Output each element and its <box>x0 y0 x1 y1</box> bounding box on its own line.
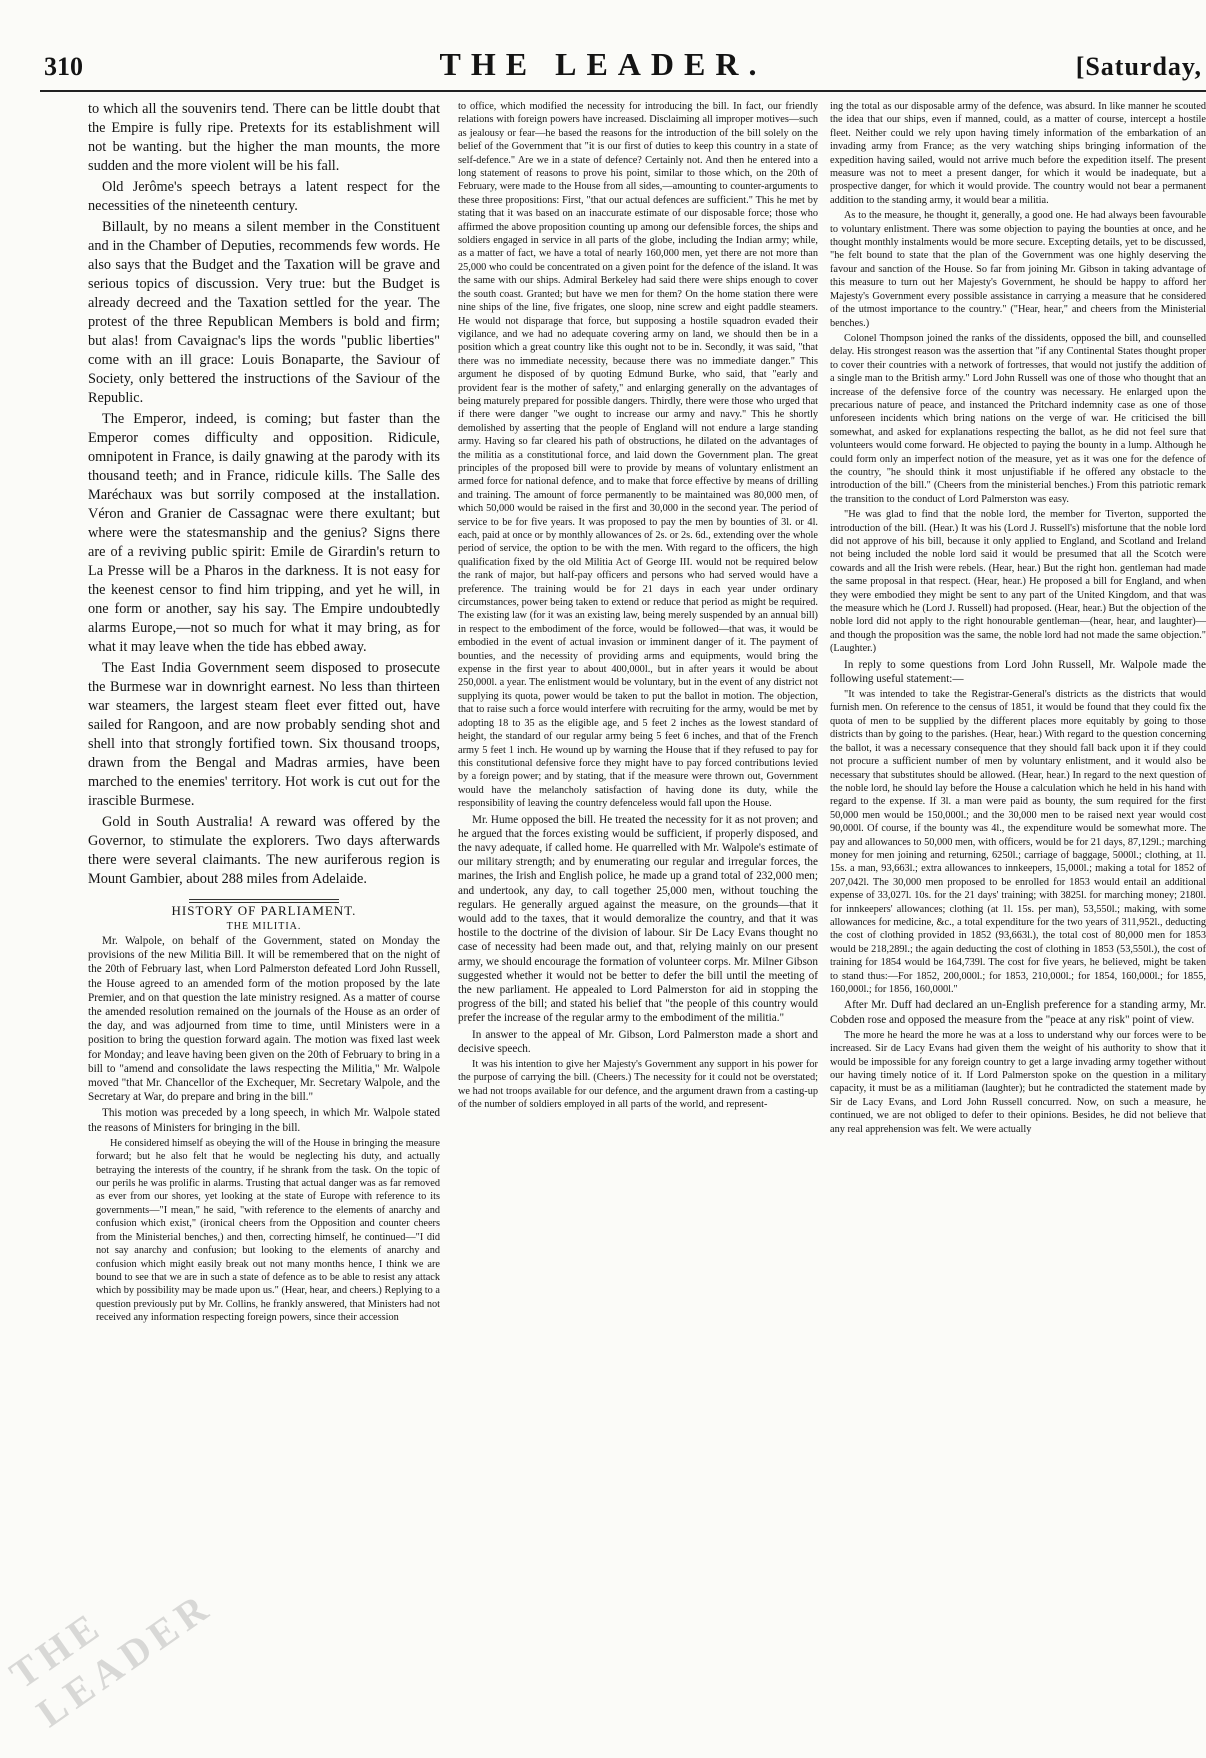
masthead <box>0 0 1206 88</box>
article-paragraph: Colonel Thompson joined the ranks of the dissidents, opposed the bill, and counselled delay. His strongest reason was the assertion that "if any Continental States thought proper to cover their countries with a network of fortresses, that would not justify the addition of a single man to the British army." Lord John Russell was one of those who thought that an increase of the defensive force of the country was necessary. He enlarged upon the precarious nature of peace, and instanced the Pritchard indemnity case as one of those unforeseen incidents which bring nations on the verge of war. He criticised the bill somewhat, and asked for explanations respecting the ballot, as he did not feel sure that volunteers would come forward. He objected to paying the bounty in a lump. Although he could form only an imperfect notion of the measure, yet as it was one for the defence of the country, "he should think it most unjustifiable if he offered any obstacle to the introduction of the bill." (Cheers from the ministerial benches.) From this patriotic remark the transition to the conduct of Lord Palmerston was easy. <box>830 332 1206 505</box>
parliament-paragraph: This motion was preceded by a long speech, in which Mr. Walpole stated the reasons of Ministers for bringing in the bill. <box>88 1107 440 1134</box>
article-paragraph: Gold in South Australia! A reward was offered by the Governor, to stimulate the explorers. Two days afterwards there were several claimants. The new auriferous region is Mount Gambier, about 288 miles from Adelaide. <box>88 814 440 887</box>
article-paragraph: It was his intention to give her Majesty's Government any support in his power for the purpose of carrying the bill. (Cheers.) The necessity for it could not be overstated; we had not troops available for our defence, and the argument drawn from a casting-up of the number of soldiers employed in all parts of the world, and represent- <box>458 1058 818 1111</box>
article-paragraph: In reply to some questions from Lord John Russell, Mr. Walpole made the following useful statement:— <box>830 658 1206 685</box>
article-paragraph: "It was intended to take the Registrar-General's districts as the districts that would furnish men. On reference to the census of 1851, it would be found that they could fix the quota of men to be supplied by the different places more equitably by going to those districts than by going to the parishes. (Hear, hear.) With regard to the question concerning the ballot, it was a necessary consequence that they should fall back upon it if they could not procure a sufficient number of men by voluntary enlistment, and it would also be necessary that substitutes should be allowed. (Hear, hear.) In regard to the next question of the noble lord, he should lay before the House a calculation which he held in his hand with regard to the expense. If 3l. a man were paid as bounty, the sum required for the first 50,000 men would be 150,000l.; and the 30,000 men to be raised next year would cost 90,000l. Of course, if the bounty was 4l., the expenditure would be somewhat more. The pay and allowances to 50,000 men, with officers, would be for 21 days, 87,129l.; marching money for men joining and returning, 6250l.; carriage of baggage, 5000l.; clothing, at 1l. 15s. a man, 93,663l.; extra allowances to innkeepers, 15,000l.; making a total for 1852 of 207,042l. The 30,000 men proposed to be enrolled for 1853 would entail an additional expense of 33,027l. 10s. for the 21 days' training; with 3825l. for marching money; 2180l. for innkeepers' allowances; clothing (at 1l. 15s. per man), 53,550l.; making, with some allowances for medicine, &c., a total expenditure for the two years of 311,952l., deducting the cost of clothing provided in 1852 (93,663l.), the total cost of 80,000 men for 1853 would be 218,289l.; the again deducting the cost of clothing in 1853 (53,550l.), the cost of training for 1854 would be 164,739l. The cost for five years, he believed, might be taken to stand thus:—For 1852, 200,000l.; for 1853, 210,000l.; for 1854, 160,000l.; for 1855, 160,000l.; for 1856, 160,000l." <box>830 689 1206 995</box>
column-1 <box>88 100 440 1640</box>
article-paragraph: to which all the souvenirs tend. There can be little doubt that the Empire is fully ripe. Pretexts for its establishment will not be wanting. but the higher the man mounts, the more sudden and the more violent will be his fall. <box>88 101 440 174</box>
library-stamp-watermark: THE LEADER <box>1 1582 221 1736</box>
masthead-rule <box>40 90 1206 92</box>
parliament-paragraph: He considered himself as obeying the will of the House in bringing the measure forward; but he also felt that he would be neglecting his duty, and actually betraying the interests of the country, if he shrank from the task. On the topic of our perils he was prolific in alarms. Trusting that actual danger was as far removed as ever from our shores, yet looking at the state of Europe with reference to its governments—"I mean," he said, "with reference to the elements of anarchy and confusion which exist," (ironical cheers from the Opposition and counter cheers from the Ministerial benches,) and then, correcting himself, he continued—"I did not say anarchy and confusion; but looking to the elements of anarchy and confusion which might easily break out not many months hence, I think we are bound to see that we are in such a state of defence as to be able to resist any attack which by possibility may be made upon us." (Hear, hear, and cheers.) Replying to a question previously put by Mr. Collins, he frankly answered, that Ministers had not received any information respecting foreign powers, since their accession <box>96 1137 440 1324</box>
article-paragraph: Mr. Hume opposed the bill. He treated the necessity for it as not proven; and he argued that the forces existing would be sufficient, if properly disposed, and the navy adequate, if called home. He quarrelled with Mr. Walpole's estimate of our military strength; and by enumerating our regular and irregular forces, the marines, the Irish and English police, he made up a grand total of 232,000 men; and undertook, any day, to call together 25,000 men, without touching the regulars. He generally argued against the measure, on the grounds—that it would add to the taxes, that it would demoralize the country, and that it was hostile to the doctrine of the division of labour. Sir De Lacy Evans thought no case of necessity had been made out, and that, relying mainly on our present army, we should encourage the formation of volunteer corps. Mr. Milner Gibson suggested whether it would not be better to defer the bill until the meeting of the new parliament. He appealed to Lord Palmerston for aid in stopping the progress of the bill; and stated his belief that "the people of this country would prefer the increase of the regular army to the embodiment of the militia." <box>458 813 818 1025</box>
article-paragraph: ing the total as our disposable army of the defence, was absurd. In like manner he scouted the idea that our ships, even if manned, could, as a matter of course, intercept a hostile fleet. Neither could we rely upon having timely information of the embarkation of an invading army from France; as the very watching ships bringing information of the expedition having sailed, would not arrive much before the expedition itself. The present measure was not to meet a present danger, for which it would be inadequate, but a prospective danger, for which it would provide. The country would not bear a permanent addition to the standing army, it would bear a militia. <box>830 101 1206 206</box>
article-paragraph: Old Jerôme's speech betrays a latent respect for the necessities of the nineteenth century. <box>88 179 440 214</box>
parliament-paragraph: Mr. Walpole, on behalf of the Government, stated on Monday the provisions of the new Militia Bill. It will be remembered that on the night of the 20th of February last, when Lord Palmerston defeated Lord John Russell, the House agreed to an amended form of the motion proposed by the late Premier, and on that question the late ministry resigned. As a matter of course the amended resolution remained on the journals of the House as an order of the day, and was adjourned from time to time, until Ministers were in a position to bring the question forward again. The motion was fixed last week for Monday; and leave having been given on the 20th of February to bring in a bill to "amend and consolidate the laws respecting the Militia," Mr. Walpole moved "that Mr. Chancellor of the Exchequer, Mr. Secretary Walpole, and the Secretary at War, do prepare and bring in the bill." <box>88 935 440 1104</box>
article-paragraph: The Emperor, indeed, is coming; but faster than the Emperor comes difficulty and opposition. Ridicule, omnipotent in France, is daily gnawing at the parody with its thousand teeth; and in France, ridicule kills. The Salle des Maréchaux was but sorrily composed at the installation. Véron and Granier de Cassagnac were there exultant; but where were the statesmanship and the genius? Signs there are of a reviving public spirit: Emile de Girardin's return to La Presse will be a Pharos in the darkness. It is not easy for the keenest censor to find him tripping, and yet he will, in one form or another, say his say. The Empire undoubtedly alarms Europe,—not so much for what it may bring, as for what it may leave when the tide has ebbed away. <box>88 411 440 655</box>
article-paragraph: Billault, by no means a silent member in the Constituent and in the Chamber of Deputies, recommends few words. He also says that the Budget and the Taxation will be grave and serious topics of discussion. Very true: but the Budget is already decreed and the Taxation settled for the year. The protest of the three Republican Members is bold and firm; but alas! from Cavaignac's lips the words "public liberties" come with an ill grace: Louis Bonaparte, the Saviour of Society, only bettered the instructions of the Saviour of the Republic. <box>88 219 440 406</box>
section-heading: HISTORY OF PARLIAMENT. <box>171 903 357 918</box>
article-paragraph: The East India Government seem disposed to prosecute the Burmese war in downright earnest. No less than thirteen war steamers, the largest steam fleet ever fitted out, have sailed for Rangoon, and are now probably sending shot and shell into that strongly fortified town. Six thousand troops, drawn from the Bengal and Madras armies, have been marched to the enemies' territory. Hot work is cut out for the irascible Burmese. <box>88 660 440 809</box>
column-2 <box>458 100 818 1600</box>
issue-day: [Saturday, <box>1075 52 1202 81</box>
page-number: 310 <box>44 52 83 81</box>
article-paragraph: After Mr. Duff had declared an un-English preference for a standing army, Mr. Cobden rose and opposed the measure from the "peace at any risk" point of view. <box>830 999 1206 1026</box>
article-paragraph: "He was glad to find that the noble lord, the member for Tiverton, supported the introduction of the bill. (Hear.) It was his (Lord J. Russell's) misfortune that the noble lord did not approve of his bill, because it only applied to England, and Scotland and Ireland not being included the noble lord said it would be presumed that all the Scotch were cowards and all the Irish were rebels. (Hear, hear.) But the right hon. gentleman had made the same proposal in that respect. (Hear, hear.) He proposed a bill for England, and when they were embodied they might be sent to any part of the United Kingdom, and that was the measure which he (Lord J. Russell) had proposed. (Hear, hear.) But the objection of the noble lord did not apply to the right honourable gentleman—(hear, hear, and laughter)—and though the proposition was the same, the noble lord had not made the same objection." (Laughter.) <box>830 509 1206 655</box>
newspaper-title: THE LEADER. <box>439 46 767 82</box>
article-paragraph: In answer to the appeal of Mr. Gibson, Lord Palmerston made a short and decisive speech. <box>458 1028 818 1055</box>
column-3 <box>830 100 1206 1610</box>
article-paragraph: As to the measure, he thought it, generally, a good one. He had always been favourable to voluntary enlistment. There was some objection to paying the bounties at once, and he thought monthly instalments would be more secure. Excepting details, yet to be discussed, "he felt bound to state that the plan of the Government was one highly deserving the favour and sanction of the House. So far from joining Mr. Gibson in taking advantage of this measure to turn out her Majesty's Government, he should be happy to afford her Majesty's Government every possible assistance in carrying a measure that he considered of the utmost importance to the country." ("Hear, hear," and cheers from the Ministerial benches.) <box>830 210 1206 329</box>
article-paragraph: The more he heard the more he was at a loss to understand why our forces were to be increased. Sir de Lacy Evans had given them the weight of his authority to show that it would be impossible for any foreign country to get a large invading army together without our having timely notice of it. If Lord Palmerston spoke on the question in a military capacity, it must be as a militiaman (laughter); but he contradicted the statement made by Sir de Lacy Evans, and Lord John Russell concurred. Now, on such a measure, he continued, we are not obliged to defer to their opinions. Besides, he did not believe that any real apprehension was felt. We were actually <box>830 1029 1206 1135</box>
section-subheading: THE MILITIA. <box>226 921 302 932</box>
article-paragraph: to office, which modified the necessity for introducing the bill. In fact, our friendly relations with foreign powers have increased. Disclaiming all improper motives—such as jealousy or fear—he based the reasons for the introduction of the bill solely on the belief of the Government that "it is our first of duties to keep this country in a state of self-defence." Are we in a state of defence? Certainly not. And then he entered into a long statement of reasons to prove his point, similar to those which, on the 20th of February, were made to the House from all sides,—amounting to counter-arguments to these three propositions: First, "that our actual defences are sufficient." This he met by stating that it was based on an inaccurate estimate of our disposable force; those who affirmed the above proposition counting up among our defensible forces, the ships and soldiers engaged in service in all parts of the globe, including the Indian army; while, as a matter of fact, we have a total of nearly 160,000 men, yet there are not more than 25,000 who could be concentrated on a given point for the defence of the island. It was the same with our ships. Admiral Berkeley had said there were ships enough to cover the south coast. Granted; but have we men for them? On the home station there were nine ships of the line, five frigates, one sloop, nine screw and eight paddle steamers. He would not disparage that force, but supposing a hostile squadron evaded their vigilance, and we had no adequate covering army on land, we should then be in a position which a great country like this ought not to be in. Secondly, it was said, "that there was no immediate necessity, because there was no immediate danger." This argument he disposed of by quoting Edmund Burke, who said, that "early and provident fear is the mother of safety," and enlarging generally on the advantages of being maturely prepared for possible dangers. Thirdly, there were those who urged that if there were danger "we ought to increase our army and navy." This he shortly demolished by asserting that the people of England will not endure a large standing army. Having so far cleared his path of obstructions, he dilated on the advantages of the militia as a constitutional force, and laid down the Government plan. The great principles of the proposed bill were to provide by means of voluntary enlistment an armed force for national defence, and to make that force effective by means of drilling and training. The amount of force permanently to be maintained was 80,000 men, of which 50,000 would be raised in the first and 30,000 in the second year. The period of service to be for five years. It was proposed to pay the men by bounties of 3l. or 4l. each, paid at once or by monthly allowances of 2s. or 2s. 6d., extending over the whole period of service, the option to be with the men. With regard to the officers, the high qualification fixed by the old Militia Act of George III. would not be required below the rank of major, but half-pay officers and persons who had served would have a preference. The training would be for 21 days in each year under ordinary circumstances, power being taken to extend or reduce that period as might be required. The existing law (for it was an existing law, being merely suspended by an annual bill) in respect to the embodiment of the force, would be followed—that was, it would be embodied in the event of actual invasion or imminent danger of it. The payment of bounties, and the necessity of providing arms and equipments, would bring the expense in the first year to about 400,000l., but in after years it would be about 250,000l. a year. The enlistment would be voluntary, but in the event of any district not supplying its quota, power would be taken to put the ballot in motion. The objection, that to raise such a force would interfere with recruiting for the army, would be met by adopting 18 to 35 as the eligible age, and 5 feet 2 inches as the lowest standard of height, the standard of our regular army being 5 feet 6 inches, and that of the French army 5 feet 1 inch. He wound up by warning the House that if they refused to pay for this constitutional defensive force they might have to pay forced contributions levied by a foreign power; and by stating, that if the measure were thrown out, Government would have the melancholy satisfaction of having done its duty, while the responsibility of leaving the country defenceless would fall upon the House. <box>458 101 818 810</box>
